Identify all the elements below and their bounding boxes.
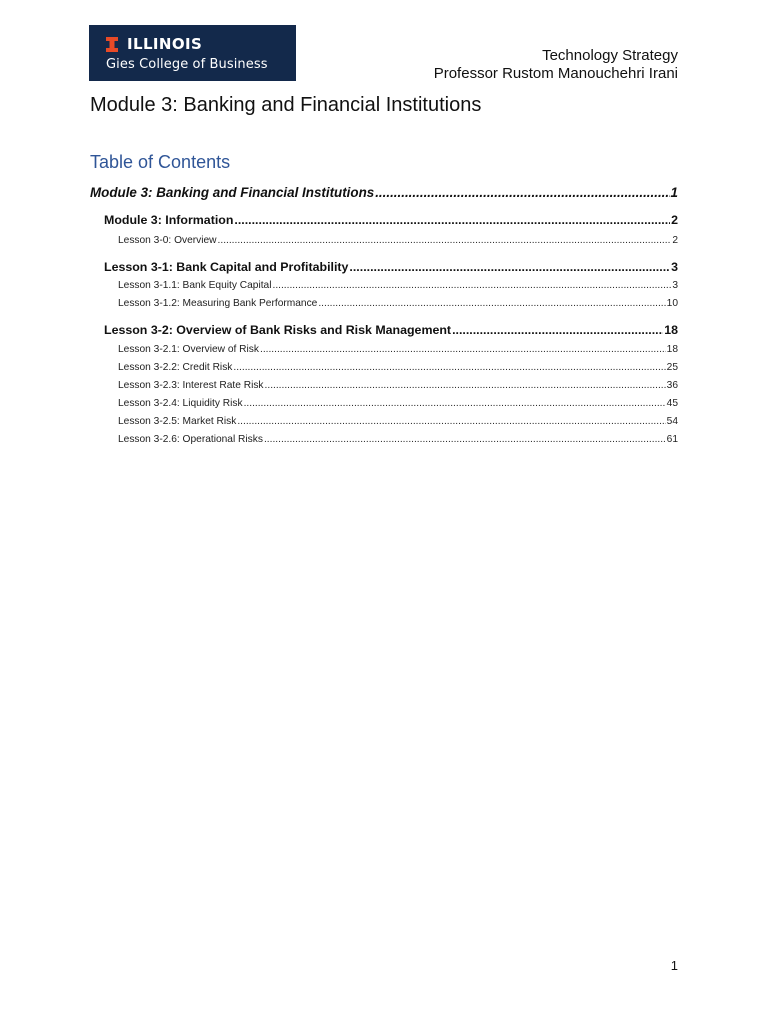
toc-leader-dots xyxy=(233,361,665,375)
toc-entry-lesson-3-2-6[interactable] xyxy=(118,433,678,447)
toc-leader-dots xyxy=(260,343,666,357)
toc-entry-page: 45 xyxy=(666,398,678,409)
toc-entry-module-3-information[interactable] xyxy=(104,212,678,229)
toc-entry-title: Lesson 3-1: Bank Capital and Profitability xyxy=(104,260,349,274)
toc-entry-title: Lesson 3-2.2: Credit Risk xyxy=(118,362,233,373)
toc-leader-dots xyxy=(264,433,666,447)
toc-leader-dots xyxy=(375,184,669,202)
toc-entry-title: Lesson 3-2.6: Operational Risks xyxy=(118,434,263,445)
toc-entry-title: Lesson 3-2.3: Interest Rate Risk xyxy=(118,380,264,391)
document-title: Module 3: Banking and Financial Institutions xyxy=(90,94,482,116)
toc-entry-lesson-3-2[interactable] xyxy=(104,322,678,339)
toc-leader-dots xyxy=(234,212,670,229)
page-number: 1 xyxy=(670,958,678,973)
toc-entry-page: 2 xyxy=(671,213,678,227)
toc-leader-dots xyxy=(272,279,671,293)
toc-entry-page: 25 xyxy=(666,362,678,373)
toc-entry-lesson-3-0[interactable] xyxy=(118,234,678,248)
toc-entry-page: 36 xyxy=(666,380,678,391)
toc-entry-page: 54 xyxy=(666,416,678,427)
course-name: Technology Strategy xyxy=(542,47,678,64)
logo-subtitle: Gies College of Business xyxy=(106,57,268,72)
professor-name: Professor Rustom Manouchehri Irani xyxy=(433,65,678,82)
toc-entry-page: 61 xyxy=(666,434,678,445)
toc-entry-page: 10 xyxy=(666,298,678,309)
toc-entry-page: 2 xyxy=(672,235,678,246)
toc-leader-dots xyxy=(218,234,672,248)
toc-entry-title: Lesson 3-0: Overview xyxy=(118,235,217,246)
toc-entry-page: 18 xyxy=(664,323,678,337)
toc-entry-page: 3 xyxy=(671,260,678,274)
toc-heading: Table of Contents xyxy=(90,152,231,172)
toc-leader-dots xyxy=(244,397,666,411)
toc-entry-lesson-3-1-1[interactable] xyxy=(118,279,678,293)
toc-entry-page: 18 xyxy=(666,344,678,355)
toc-entry-page: 3 xyxy=(672,280,678,291)
toc-entry-lesson-3-2-3[interactable] xyxy=(118,379,678,393)
toc-entry-title: Lesson 3-2: Overview of Bank Risks and Risk Management xyxy=(104,323,452,337)
toc-leader-dots xyxy=(237,415,665,429)
toc-entry-title: Lesson 3-1.2: Measuring Bank Performance xyxy=(118,298,318,309)
toc-leader-dots xyxy=(452,322,663,339)
toc-entry-title: Module 3: Banking and Financial Institutions xyxy=(90,185,375,200)
toc-leader-dots xyxy=(318,297,665,311)
toc-entry-title: Lesson 3-2.5: Market Risk xyxy=(118,416,237,427)
toc-entry-title: Lesson 3-2.1: Overview of Risk xyxy=(118,344,259,355)
toc-leader-dots xyxy=(349,259,670,276)
logo-wordmark: ILLINOIS xyxy=(127,35,203,53)
toc-entry-lesson-3-2-4[interactable] xyxy=(118,397,678,411)
toc-entry-lesson-3-2-1[interactable] xyxy=(118,343,678,357)
toc-entry-module-3[interactable] xyxy=(90,184,678,202)
toc-entry-title: Module 3: Information xyxy=(104,213,234,227)
toc-leader-dots xyxy=(265,379,666,393)
toc-entry-lesson-3-2-5[interactable] xyxy=(118,415,678,429)
toc-entry-lesson-3-1-2[interactable] xyxy=(118,297,678,311)
toc-entry-page: 1 xyxy=(670,185,678,200)
toc-entry-lesson-3-2-2[interactable] xyxy=(118,361,678,375)
toc-entry-title: Lesson 3-2.4: Liquidity Risk xyxy=(118,398,243,409)
toc-entry-lesson-3-1[interactable] xyxy=(104,259,678,276)
toc-entry-title: Lesson 3-1.1: Bank Equity Capital xyxy=(118,280,272,291)
